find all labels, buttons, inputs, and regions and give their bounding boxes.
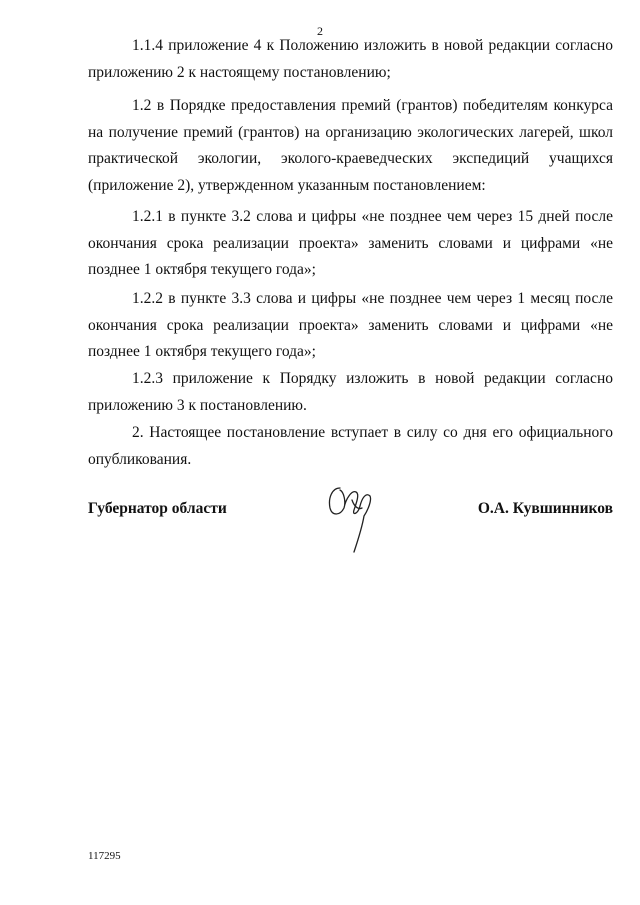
document-code: 117295 xyxy=(88,850,121,862)
paragraph-1-2-1: 1.2.1 в пункте 3.2 слова и цифры «не позднее чем через 15 дней после окончания срока реализации проекта» заменить словами и цифрами «не позднее 1 октября текущего года»; xyxy=(88,208,613,279)
paragraph-1-1-4: 1.1.4 приложение 4 к Положению изложить в новой редакции согласно приложению 2 к настоящему постановлению; xyxy=(88,37,613,81)
handwritten-signature xyxy=(322,480,382,570)
paragraph-1-2: 1.2 в Порядке предоставления премий (грантов) победителям конкурса на получение премий (грантов) на организацию экологических лагерей, школ практической экологии, эколого-краеведческих экспедиций учащихся (приложение 2), утвержденном указанным постановлением: xyxy=(88,97,613,195)
paragraph-1-2-3: 1.2.3 приложение к Порядку изложить в новой редакции согласно приложению 3 к постановлению. xyxy=(88,370,613,414)
paragraph-1-2-2: 1.2.2 в пункте 3.3 слова и цифры «не позднее чем через 1 месяц после окончания срока реализации проекта» заменить словами и цифрами «не позднее 1 октября текущего года»; xyxy=(88,290,613,361)
page-number: 2 xyxy=(317,24,323,38)
signatory-name: О.А. Кувшинников xyxy=(477,500,613,517)
signatory-position: Губернатор области xyxy=(88,500,227,517)
paragraph-2: 2. Настоящее постановление вступает в силу со дня его официального опубликования. xyxy=(88,424,613,468)
